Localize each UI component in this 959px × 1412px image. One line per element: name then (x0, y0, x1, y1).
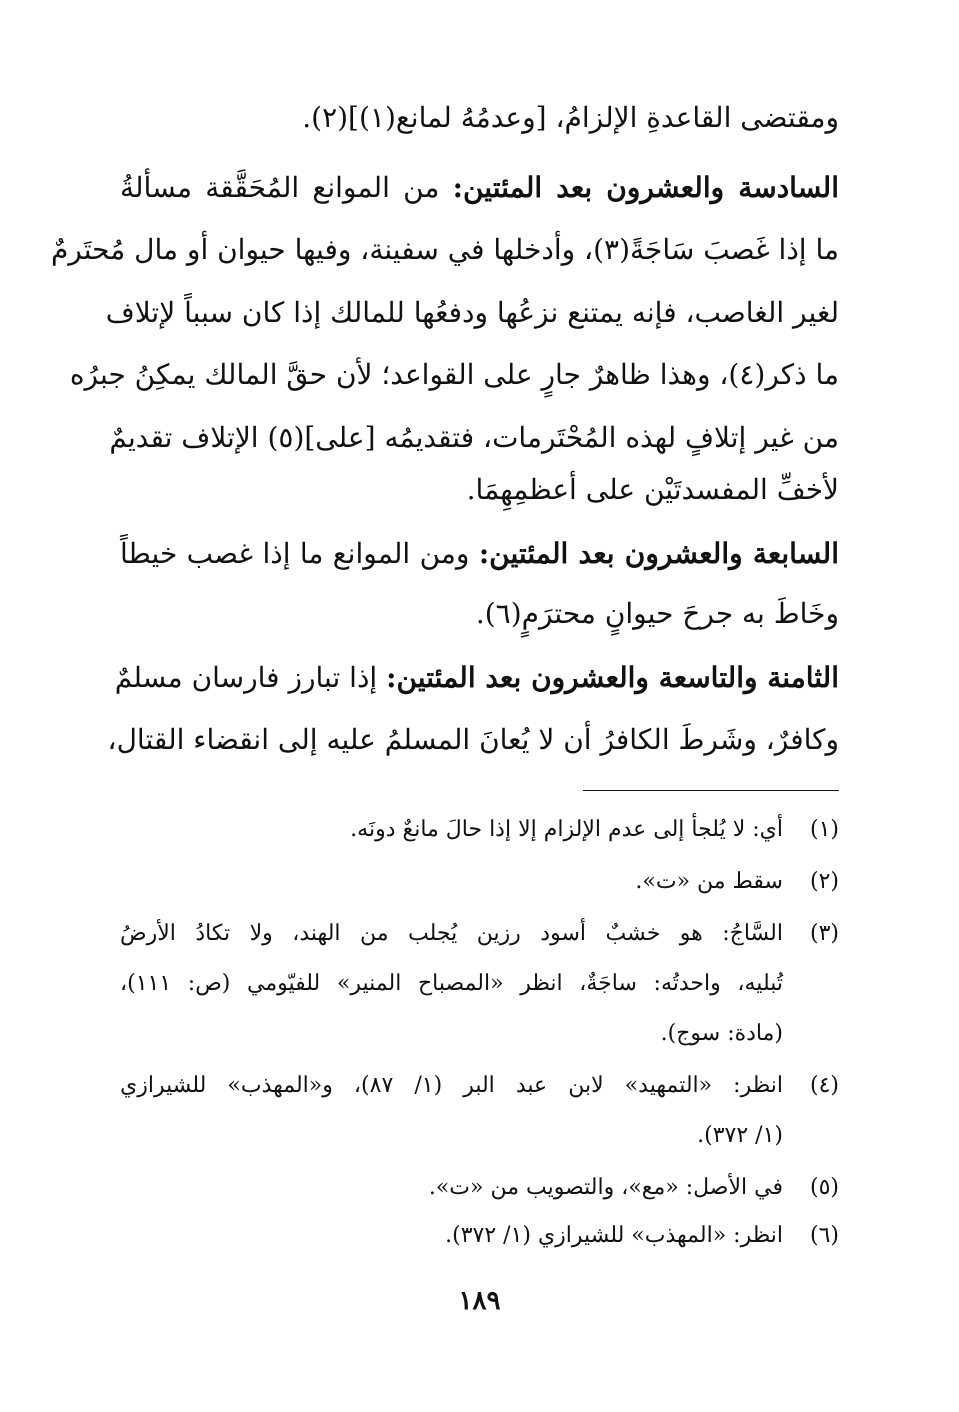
body-line: من غير إتلافٍ لهذه المُحْتَرمات، فتقديمُه [على](٥) الإتلاف تقديمٌ (109, 421, 839, 454)
footnote-line: في الأصل: «مع»، والتصويب من «ت». (428, 1175, 783, 1200)
footnote-line: انظر: «المهذب» للشيرازي (١/ ٣٧٢). (445, 1223, 783, 1248)
footnote (120, 805, 839, 855)
footnote-number: (٥) (809, 1175, 839, 1200)
body-line: لغير الغاصب، فإنه يمتنع نزعُها ودفعُها للمالك إذا كان سبباً لإتلاف (105, 296, 839, 329)
footnote-line: انظر: «التمهيد» لابن عبد البر (١/ ٨٧)، و«المهذب» للشيرازي (120, 1073, 783, 1098)
footnote-number: (١) (809, 817, 839, 842)
footnote-line: السَّاجُ: هو خشبٌ أسود رزين يُجلب من الهند، ولا تكادُ الأرضُ (120, 921, 783, 946)
body-line: لأخفِّ المفسدتَيْن على أعظمِهِمَا. (466, 473, 839, 506)
footnote (120, 1211, 839, 1261)
body-line: الثامنة والتاسعة والعشرون بعد المئتين: إذا تبارز فارسان مسلمٌ (114, 661, 839, 694)
footnote-line: (مادة: سوج). (660, 1021, 783, 1046)
rule-heading: السادسة والعشرون بعد المئتين: (452, 171, 839, 204)
body-line: السابعة والعشرون بعد المئتين: ومن الموانع ما إذا غصب خيطاً (120, 537, 839, 570)
body-line: السادسة والعشرون بعد المئتين: من الموانع المُحَقَّقة مسألةُ (120, 171, 839, 204)
body-line: ومقتضى القاعدةِ الإلزامُ، [وعدمُهُ لمانع(١)](٢). (302, 101, 839, 134)
footnote-line: تُبليه، واحدتُه: ساجَةٌ، انظر «المصباح المنير» للفيّومي (ص: ١١١)، (120, 971, 783, 996)
footnote (120, 909, 839, 1059)
body-line: وخَاطَ به جرحَ حيوانٍ محترَمٍ(٦). (475, 597, 839, 630)
footnote (120, 1163, 839, 1213)
body-line: وكافرٌ، وشَرطَ الكافرُ أن لا يُعانَ المسلمُ عليه إلى انقضاء القتال، (107, 723, 839, 756)
footnote-line: سقط من «ت». (635, 869, 783, 894)
footnote (120, 1061, 839, 1161)
footnote-number: (٦) (809, 1223, 839, 1248)
rule-heading: السابعة والعشرون بعد المئتين: (478, 537, 839, 570)
body-line: ما ذكر(٤)، وهذا ظاهرٌ جارٍ على القواعد؛ لأن حقَّ المالك يمكِنُ جبرُه (69, 358, 839, 391)
footnote-line: أي: لا يُلجأ إلى عدم الإلزام إلا إذا حالَ مانعٌ دونَه. (350, 817, 783, 842)
footnote (120, 857, 839, 907)
footnote-number: (٢) (809, 869, 839, 894)
footnote-number: (٣) (809, 921, 839, 946)
page-number: ١٨٩ (458, 1286, 501, 1316)
footnote-line: (١/ ٣٧٢). (697, 1123, 783, 1148)
body-line: ما إذا غَصبَ سَاجَةً(٣)، وأدخلها في سفينة، وفيها حيوان أو مال مُحتَرمٌ (50, 233, 839, 266)
footnote-separator (583, 790, 839, 791)
footnote-number: (٤) (809, 1073, 839, 1098)
rule-heading: الثامنة والتاسعة والعشرون بعد المئتين: (386, 661, 839, 694)
